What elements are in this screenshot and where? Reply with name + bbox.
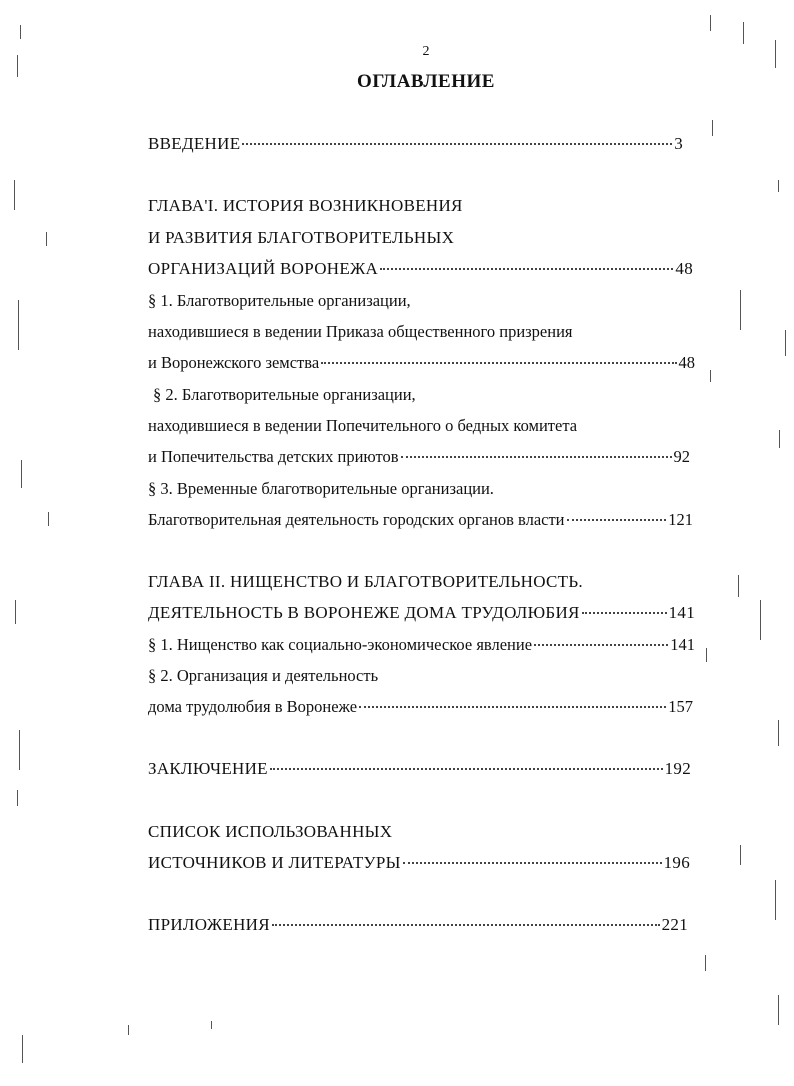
toc-section-1-3-line-1: § 3. Временные благотворительные организации. [148,479,494,498]
toc-section-2-2 [148,697,693,717]
toc-entry-text: ОРГАНИЗАЦИЙ ВОРОНЕЖА [148,259,379,278]
toc-section-1-1-line-2: находившиеся в ведении Приказа общественного призрения [148,322,573,341]
scan-mark [21,460,22,488]
dot-leader [270,768,663,770]
toc-page-number: 48 [675,259,693,278]
scan-mark [710,370,711,382]
toc-chapter-1-line-1: ГЛАВА'I. ИСТОРИЯ ВОЗНИКНОВЕНИЯ [148,196,463,215]
toc-section-2-2-line-1: § 2. Организация и деятельность [148,666,379,685]
scan-mark [778,995,779,1025]
toc-page-number: 192 [664,759,691,778]
toc-entry-text: ПРИЛОЖЕНИЯ [148,915,270,934]
dot-leader [401,456,672,458]
scan-mark [705,955,706,971]
toc-entry-introduction [148,134,683,154]
toc-entry-text: и Попечительства детских приютов [148,447,399,466]
dot-leader [321,362,676,364]
toc-chapter-1-line-2: И РАЗВИТИЯ БЛАГОТВОРИТЕЛЬНЫХ [148,228,455,247]
scan-mark [211,1021,212,1029]
toc-entry-text: ДЕЯТЕЛЬНОСТЬ В ВОРОНЕЖЕ ДОМА ТРУДОЛЮБИЯ [148,603,580,622]
toc-entry-conclusion [148,759,691,779]
page-number: 2 [422,44,430,59]
scan-mark [778,180,779,192]
toc-entry-text: дома трудолюбия в Воронеже [148,697,358,716]
toc-page-number: 92 [673,447,690,466]
scan-mark [18,300,19,350]
scan-mark [740,290,741,330]
toc-entry-text: § 1. Нищенство как социально-экономическое явление [148,635,533,654]
scan-mark [17,790,18,806]
toc-page-number: 48 [678,353,695,372]
toc-page-number: 141 [670,635,695,654]
toc-entry-text: ИСТОЧНИКОВ И ЛИТЕРАТУРЫ [148,853,401,872]
scan-mark [22,1035,23,1063]
scan-mark [778,720,779,746]
dot-leader [567,519,667,521]
toc-page-number: 141 [668,603,695,622]
toc-page-number: 221 [661,915,688,934]
toc-page-number: 121 [668,510,693,529]
toc-section-1-2-line-2: находившиеся в ведении Попечительного о бедных комитета [148,416,578,435]
toc-page-number: 3 [674,134,683,153]
scan-mark [760,600,761,640]
toc-entry-bibliography [148,853,690,873]
toc-page-number: 157 [668,697,693,716]
scan-mark [740,845,741,865]
dot-leader [403,862,662,864]
toc-section-1-3 [148,510,693,530]
toc-section-1-1 [148,353,695,373]
scan-mark [710,15,711,31]
toc-entry-text: и Воронежского земства [148,353,320,372]
scan-mark [17,55,18,77]
scan-mark [706,648,707,662]
scan-mark [20,25,21,39]
toc-chapter-2-line-1: ГЛАВА II. НИЩЕНСТВО И БЛАГОТВОРИТЕЛЬНОСТЬ. [148,572,583,591]
toc-chapter-1 [148,259,693,279]
scan-mark [738,575,739,597]
page-title: ОГЛАВЛЕНИЕ [357,71,495,92]
dot-leader [534,644,668,646]
scan-mark [779,430,780,448]
toc-page-number: 196 [663,853,690,872]
toc-section-2-1 [148,635,695,655]
scan-mark [46,232,47,246]
scan-mark [743,22,744,44]
scan-mark [15,600,16,624]
toc-entry-text: Благотворительная деятельность городских органов власти [148,510,565,529]
toc-section-1-2 [148,447,690,467]
scan-mark [48,512,49,526]
toc-entry-text: ЗАКЛЮЧЕНИЕ [148,759,268,778]
scan-mark [19,730,20,770]
dot-leader [582,612,667,614]
scan-mark [775,880,776,920]
toc-section-1-1-line-1: § 1. Благотворительные организации, [148,291,411,310]
dot-leader [272,924,660,926]
dot-leader [380,268,673,270]
scan-mark [128,1025,129,1035]
toc-chapter-2 [148,603,695,623]
dot-leader [359,706,666,708]
scan-mark [14,180,15,210]
scan-mark [775,40,776,68]
toc-bibliography-line-1: СПИСОК ИСПОЛЬЗОВАННЫХ [148,822,393,841]
toc-section-1-2-line-1: § 2. Благотворительные организации, [153,385,416,404]
toc-entry-appendices [148,915,688,935]
dot-leader [242,143,672,145]
toc-entry-text: ВВЕДЕНИЕ [148,134,241,153]
scan-mark [785,330,786,356]
scan-mark [712,120,713,136]
